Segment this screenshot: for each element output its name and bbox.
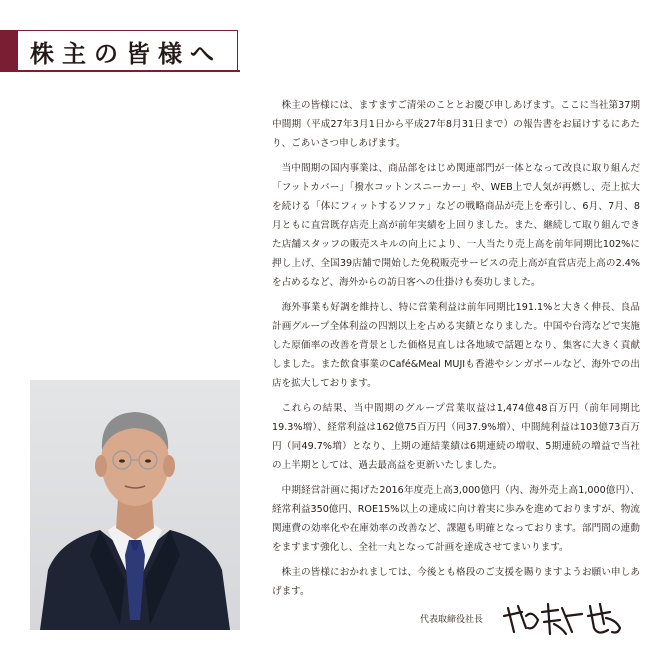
portrait-illustration (30, 380, 240, 630)
signature-block (420, 598, 640, 638)
message-paragraph-1: 株主の皆様には、ますますご清栄のこととお慶び申しあげます。ここに当社第37期中間期（平成27年3月1日から平成27年8月31日まで）の報告書をお届けするにあたり、ごあいさつ申しあげます。 (272, 100, 640, 149)
section-heading (0, 30, 240, 72)
heading-underline (0, 70, 240, 72)
message-paragraph-6: 株主の皆様におかれましては、今後とも格段のご支援を賜りますようお願い申しあげます。 (272, 567, 640, 597)
message-paragraph-3: 海外事業も好調を維持し、特に営業利益は前年同期比191.1%と大きく伸長、良品計画グループ全体利益の四割以上を占める実績となりました。中国や台湾などで実施した原価率の改善を背景とした価格見直しは各地域で話題となり、集客に大きく貢献しました。また飲食事業のCafé&Meal MUJIも香港やシンガポールなど、海外での出店を拡大しております。 (272, 302, 640, 389)
handwritten-signature (500, 598, 635, 640)
signer-title: 代表取締役社長 (420, 615, 484, 625)
message-paragraph-5: 中期経営計画に掲げた2016年度売上高3,000億円（内、海外売上高1,000億円）、経常利益350億円、ROE15%以上の達成に向け着実に歩みを進めておりますが、物流関連費の効率化や在庫効率の改善など、課題も明確となっております。部門間の連動をますます強化し、全社一丸となって計画を達成させてまいります。 (272, 485, 640, 553)
message-body (272, 96, 640, 607)
heading-accent-block (0, 30, 18, 72)
message-paragraph-4: これらの結果、当中間期のグループ営業収益は1,474億48百万円（前年同期比19.3%増）、経常利益は162億75百万円（同37.9%増）、中間純利益は103億73百万円（同49.7%増）となり、上期の連結業績は6期連続の増収、5期連続の増益で当社の上半期としては、過去最高益を更新いたしました。 (272, 403, 640, 471)
president-portrait (30, 380, 240, 630)
page-title: 株主の皆様へ (30, 40, 222, 68)
message-paragraph-2: 当中間期の国内事業は、商品部をはじめ関連部門が一体となって改良に取り組んだ「フットカバー」「撥水コットンスニーカー」や、WEB上で人気が再燃し、売上拡大を続ける「体にフィットするソファ」などの戦略商品が売上を牽引し、6月、7月、8月ともに直営既存店売上高が前年実績を上回りました。また、継続して取り組んできた店舗スタッフの販売スキルの向上により、一人当たり売上高を前年同期比102%に押し上げ、全国39店舗で開始した免税販売サービスの売上高が直営店売上高の2.4%を占めるなど、海外からの訪日客への仕掛けも奏功しました。 (272, 163, 640, 288)
